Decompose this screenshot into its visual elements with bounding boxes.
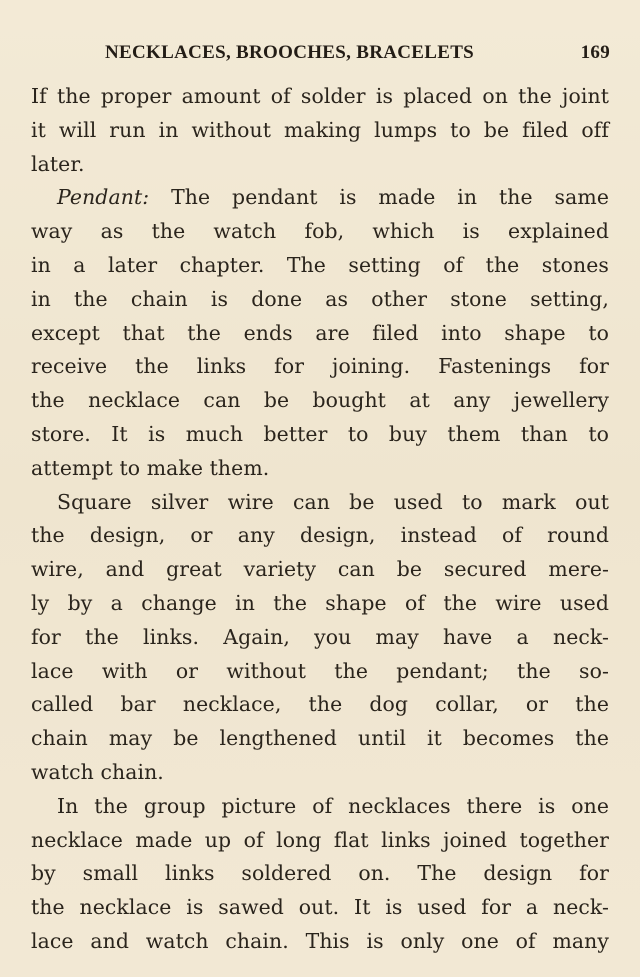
text-line: lace with or without the pendant; the so- — [31, 658, 609, 683]
text-line: lace and watch chain. This is only one of many — [31, 928, 609, 953]
text-line: it will run in without making lumps to be filed off — [31, 117, 609, 142]
text-line: If the proper amount of solder is placed on the joint — [31, 84, 609, 108]
text-line: later. — [31, 151, 85, 176]
text-line: receive the links for joining. Fastenings for — [31, 354, 609, 379]
page-body — [31, 80, 609, 959]
page-number: 169 — [580, 42, 610, 63]
text-line: by small links soldered on. The design for — [31, 861, 609, 886]
running-header — [105, 42, 610, 68]
text-line: ly by a change in the shape of the wire used — [31, 590, 609, 615]
text-line: in the chain is done as other stone setting, — [31, 286, 609, 311]
text-line: except that the ends are filed into shape to — [31, 320, 609, 345]
text-line: store. It is much better to buy them than to — [31, 421, 609, 446]
paragraph — [31, 181, 609, 485]
text-line: the design, or any design, instead of round — [31, 523, 609, 548]
text-line: wire, and great variety can be secured mere- — [31, 557, 609, 582]
paragraph — [31, 80, 609, 181]
text-line: In the group picture of necklaces there is one — [57, 793, 609, 818]
text-line: the necklace can be bought at any jewellery — [31, 388, 609, 413]
text-line: chain may be lengthened until it becomes the — [31, 726, 609, 751]
pendant-lead-in: Pendant: — [57, 185, 150, 210]
text-line: for the links. Again, you may have a neck- — [31, 624, 609, 649]
text-line — [31, 181, 609, 215]
text-line: way as the watch fob, which is explained — [31, 219, 609, 244]
text-line: attempt to make them. — [31, 455, 270, 480]
paragraph — [31, 790, 609, 959]
text-line: called bar necklace, the dog collar, or the — [31, 692, 609, 717]
text-line: in a later chapter. The setting of the stones — [31, 252, 609, 277]
text-line: necklace made up of long flat links joined together — [31, 827, 609, 852]
text-line: the necklace is sawed out. It is used for a neck- — [31, 895, 609, 920]
text-line: watch chain. — [31, 759, 164, 784]
running-title: NECKLACES, BROOCHES, BRACELETS — [105, 42, 475, 63]
text-line-content: The pendant is made in the same — [171, 185, 609, 210]
paragraph — [31, 486, 609, 790]
text-line: Square silver wire can be used to mark out — [57, 489, 609, 514]
